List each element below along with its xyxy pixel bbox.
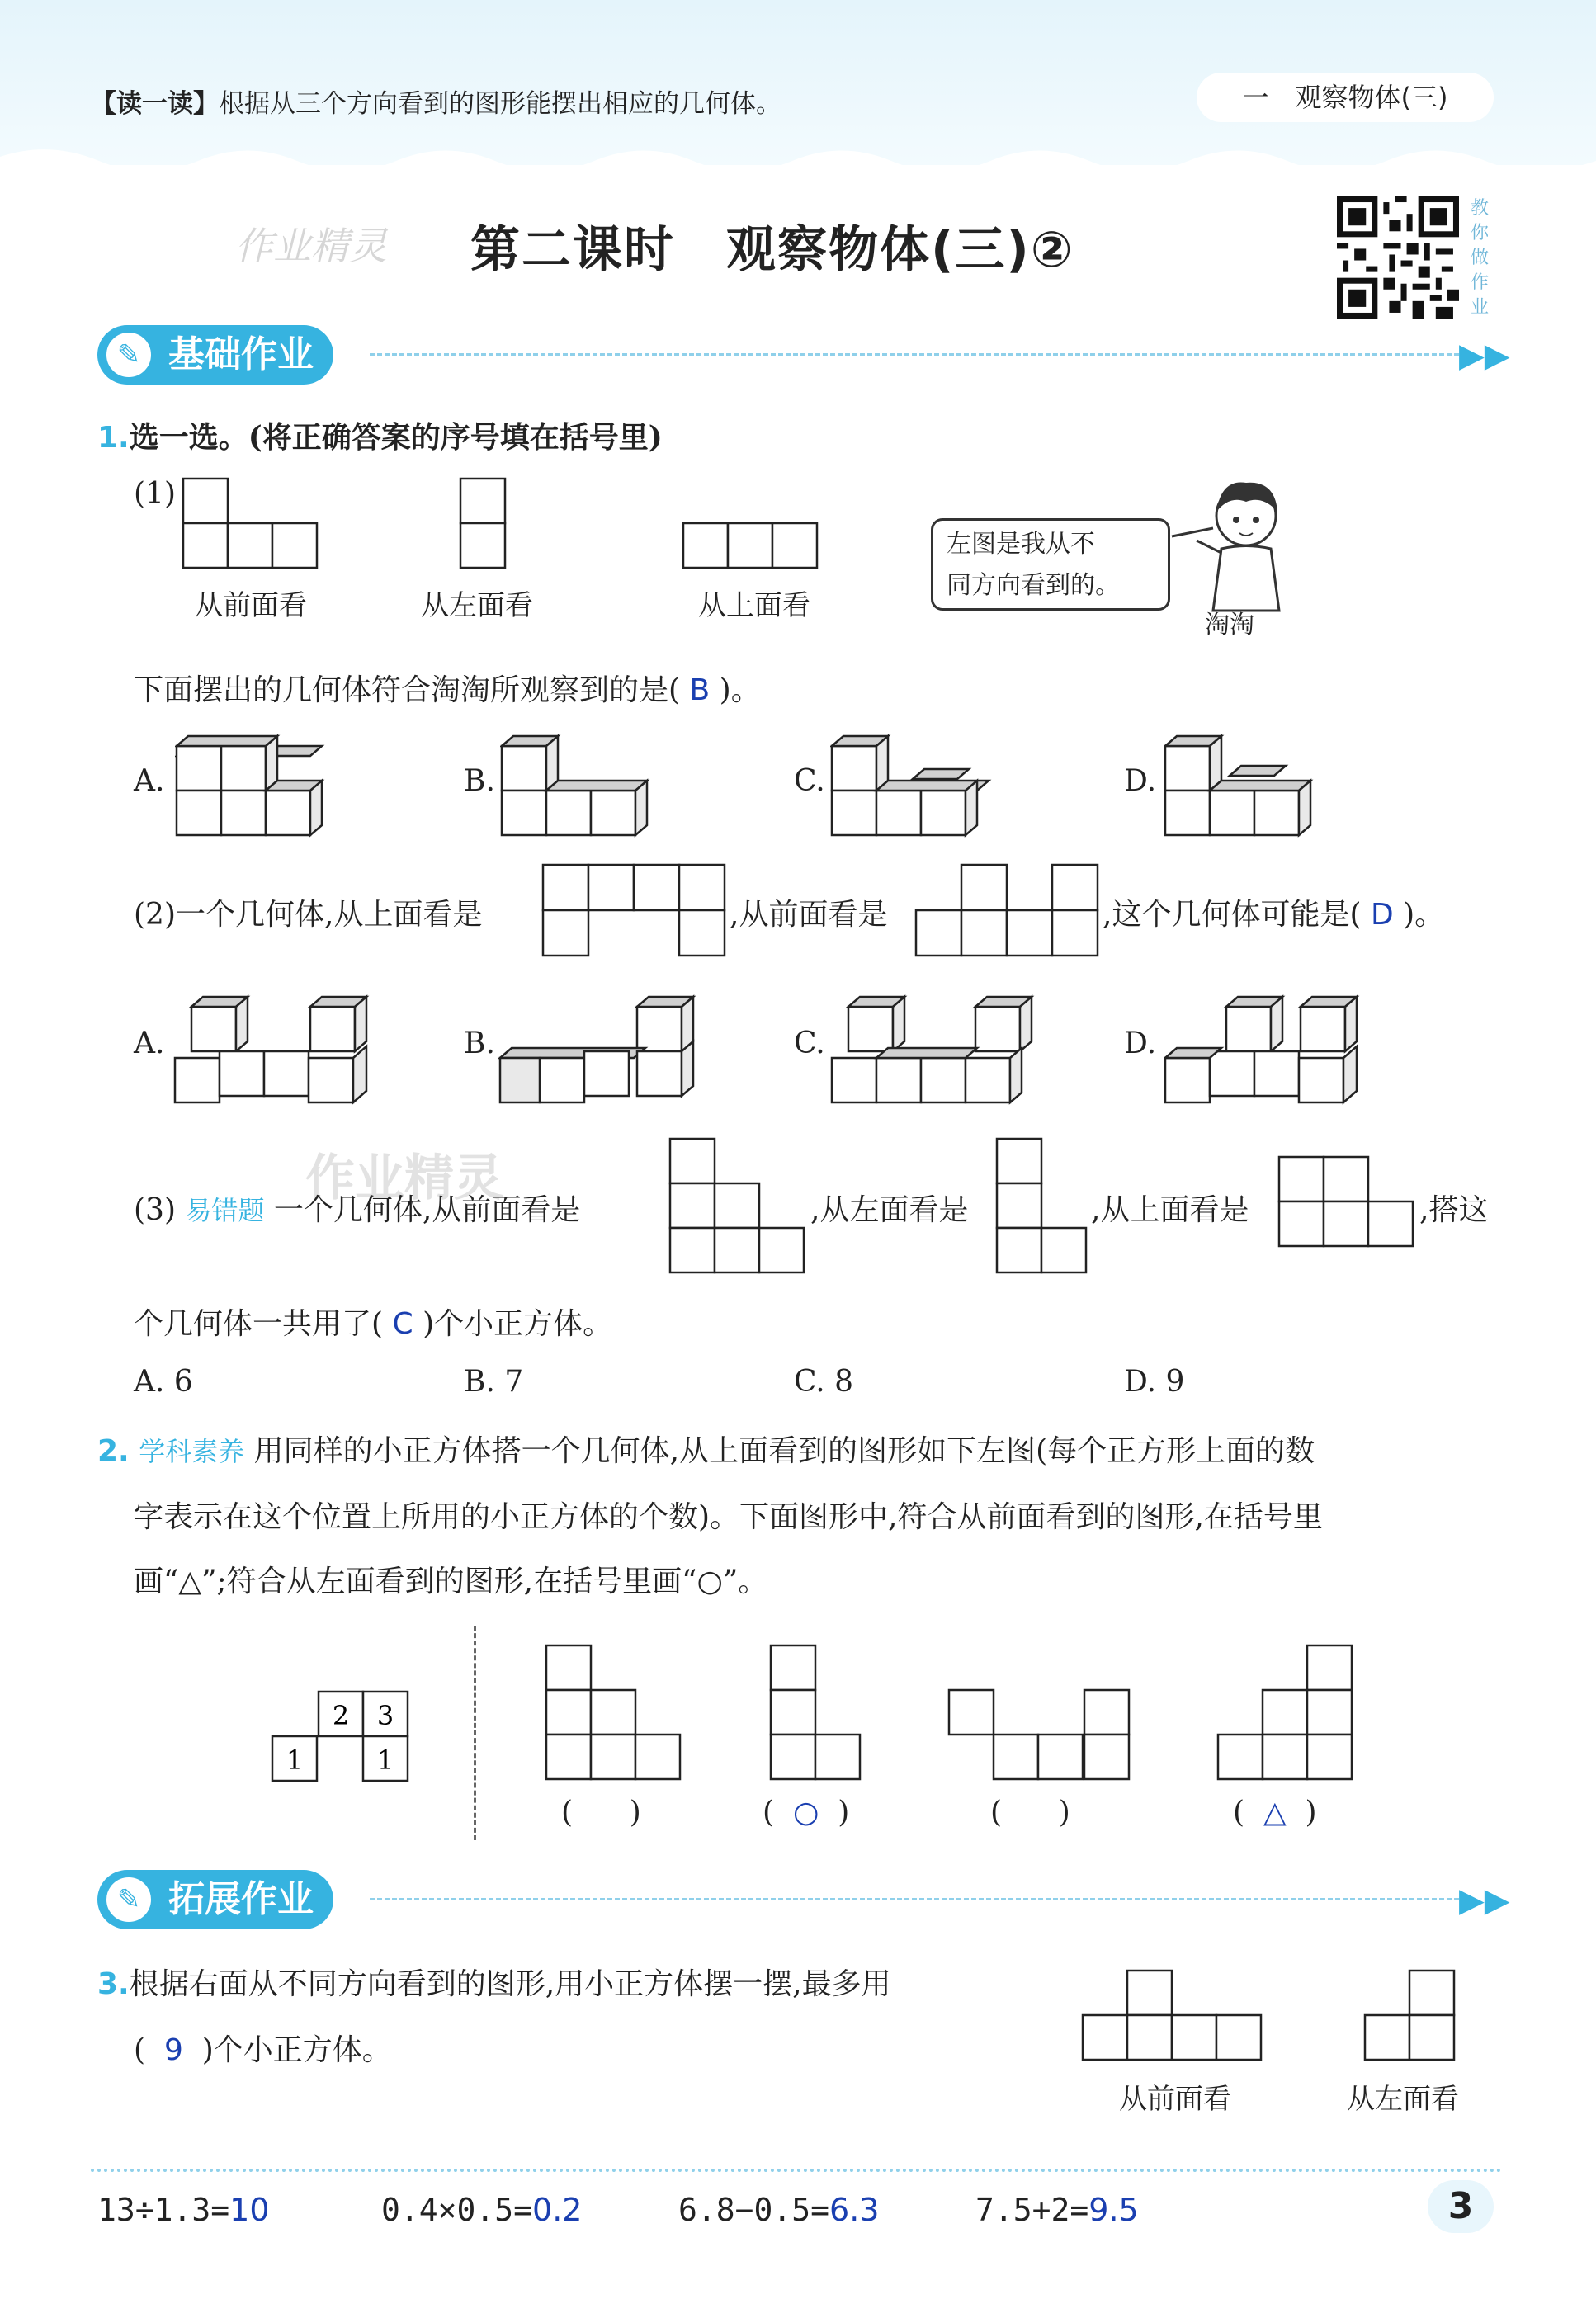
q1-p2-question: ,这个几何体可能是( D )。 xyxy=(1103,898,1445,932)
q3-answer: 9 xyxy=(163,2033,183,2067)
q1-p1-option-a: A. xyxy=(134,764,165,798)
q1-p2-option-b: B. xyxy=(464,1027,495,1060)
front-view-label: 从前面看 xyxy=(195,589,307,622)
divider xyxy=(370,1898,1459,1900)
divider xyxy=(370,353,1459,356)
q1-p3-option-d: D. 9 xyxy=(1124,1365,1185,1399)
q2-line2: 字表示在这个位置上所用的小正方体的个数)。下面图形中,符合从前面看到的图形,在括号里 xyxy=(134,1500,1323,1534)
q1-p1-label: (1) xyxy=(134,477,176,511)
q1-p1-figure-a xyxy=(175,733,332,840)
q1-p2-figure-d xyxy=(1164,985,1378,1109)
section-basic-pill: 基础作业 xyxy=(97,325,333,385)
q2-tag: 学科素养 xyxy=(139,1436,245,1467)
header-wave xyxy=(0,140,1596,198)
double-arrow-icon: ▶▶ xyxy=(1459,337,1510,375)
q1-p1-option-d: D. xyxy=(1124,764,1157,798)
q1-p3-left-view xyxy=(995,1137,1091,1277)
grid-number: 3 xyxy=(376,1700,394,1731)
q2-divider xyxy=(474,1626,476,1840)
q1-p3-text2: ,从左面看是 xyxy=(810,1193,969,1227)
watermark-2: 作业精灵 xyxy=(305,1150,503,1207)
q2-top-grid xyxy=(271,1690,411,1786)
q1-p2-option-d: D. xyxy=(1124,1027,1157,1060)
q1-p3-option-a: A. 6 xyxy=(134,1365,193,1399)
q1-p3-text4: ,搭这 xyxy=(1419,1193,1489,1227)
q1-p1-option-c: C. xyxy=(794,764,825,798)
lightbulb-icon: ✎ xyxy=(104,1875,153,1924)
left-view-label: 从左面看 xyxy=(421,589,533,622)
watermark: 作业精灵 xyxy=(235,224,387,268)
q3-left-view xyxy=(1363,1969,1459,2065)
page-number: 3 xyxy=(1428,2180,1494,2233)
double-arrow-icon: ▶▶ xyxy=(1459,1881,1510,1919)
q1-p3-answer: C xyxy=(392,1307,413,1341)
calc-2: 0.4×0.5=0.2 xyxy=(381,2192,583,2228)
top-view-label: 从上面看 xyxy=(698,589,810,622)
q1-p1-question: 下面摆出的几何体符合淘淘所观察到的是( B )。 xyxy=(134,673,761,707)
q2-line3: 画“△”;符合从左面看到的图形,在括号里画“○”。 xyxy=(134,1565,768,1598)
q3-left-label: 从左面看 xyxy=(1347,2083,1459,2116)
q1-p2-figure-a xyxy=(173,985,388,1109)
grid-number: 1 xyxy=(376,1744,394,1776)
q2-answer-4[interactable]: ( △ ) xyxy=(1233,1796,1317,1829)
q1-p2-option-a: A. xyxy=(134,1027,165,1060)
q1-p2-figure-b xyxy=(498,985,713,1109)
q1-p3-option-b: B. 7 xyxy=(464,1365,524,1399)
q1-p3-front-view xyxy=(668,1137,809,1277)
calc-4: 7.5+2=9.5 xyxy=(975,2192,1139,2228)
q3-front-view xyxy=(1081,1969,1268,2065)
q1-p1-figure-c xyxy=(830,733,1003,840)
q1-p2-front-view xyxy=(914,863,1101,959)
section-extended-pill: 拓展作业 xyxy=(97,1870,333,1929)
q2-line1: 2. 学科素养 用同样的小正方体搭一个几何体,从上面看到的图形如下左图(每个正方形上面的数 xyxy=(97,1434,1315,1468)
q1-p2-option-c: C. xyxy=(794,1027,825,1060)
q1-p2-text2: ,从前面看是 xyxy=(730,898,888,932)
q1-p1-option-b: B. xyxy=(464,764,495,798)
q1-p1-figure-d xyxy=(1164,733,1337,840)
speech-bubble: 左图是我从不 同方向看到的。 xyxy=(931,518,1170,611)
q2-answer-1[interactable]: ( ) xyxy=(561,1796,641,1829)
top-view-shape xyxy=(682,522,820,571)
q1-p2-figure-c xyxy=(830,985,1045,1109)
q2-option-1 xyxy=(545,1644,685,1784)
q3-line1: 3.根据右面从不同方向看到的图形,用小正方体摆一摆,最多用 xyxy=(97,1967,891,2001)
character-name: 淘淘 xyxy=(1205,611,1254,640)
q2-option-4 xyxy=(1216,1644,1357,1784)
calc-3: 6.8−0.5=6.3 xyxy=(678,2192,880,2228)
q1-p1-answer: B xyxy=(689,673,711,707)
q1-p3-text: (3) 易错题 一个几何体,从前面看是 xyxy=(134,1193,581,1227)
q2-option-2 xyxy=(769,1644,865,1784)
q2-answer-2[interactable]: ( ○ ) xyxy=(763,1796,850,1829)
qr-caption: 教 你 做 作 业 xyxy=(1471,198,1490,318)
q1-p3-option-c: C. 8 xyxy=(794,1365,854,1399)
q3-line2: ( 9 )个小正方体。 xyxy=(134,2033,392,2067)
q3-front-label: 从前面看 xyxy=(1119,2083,1231,2116)
q1-p2-top-view xyxy=(541,863,728,959)
lightbulb-icon: ✎ xyxy=(104,330,153,380)
left-view-shape xyxy=(459,477,508,571)
page-title: 第二课时 观察物体(三)② xyxy=(470,221,1074,279)
boy-character-icon xyxy=(1164,470,1312,619)
qr-code-icon[interactable] xyxy=(1337,196,1459,319)
q1-p3-tag: 易错题 xyxy=(185,1195,265,1226)
section-basic-header xyxy=(97,325,1510,385)
q1-p2-answer: D xyxy=(1370,898,1394,932)
q1-p1-figure-b xyxy=(500,733,657,840)
q2-option-3 xyxy=(947,1688,1134,1784)
calc-1: 13÷1.3=10 xyxy=(97,2192,270,2228)
q2-answer-3[interactable]: ( ) xyxy=(990,1796,1070,1829)
q1-p2-text1: (2)一个几何体,从上面看是 xyxy=(134,898,483,932)
q1-stem: 1.选一选。(将正确答案的序号填在括号里) xyxy=(97,420,663,455)
grid-number: 2 xyxy=(332,1700,350,1731)
q1-p3-question: 个几何体一共用了( C )个小正方体。 xyxy=(134,1307,613,1341)
q1-p3-text3: ,从上面看是 xyxy=(1091,1193,1249,1227)
section-extended-header xyxy=(97,1870,1510,1929)
front-view-shape xyxy=(182,477,322,571)
reading-tip: 【读一读】根据从三个方向看到的图形能摆出相应的几何体。 xyxy=(91,89,781,119)
unit-label: 一 观察物体(三) xyxy=(1197,73,1494,122)
footer-divider xyxy=(91,2169,1502,2172)
q1-p3-top-view xyxy=(1277,1155,1418,1251)
grid-number: 1 xyxy=(286,1744,304,1776)
